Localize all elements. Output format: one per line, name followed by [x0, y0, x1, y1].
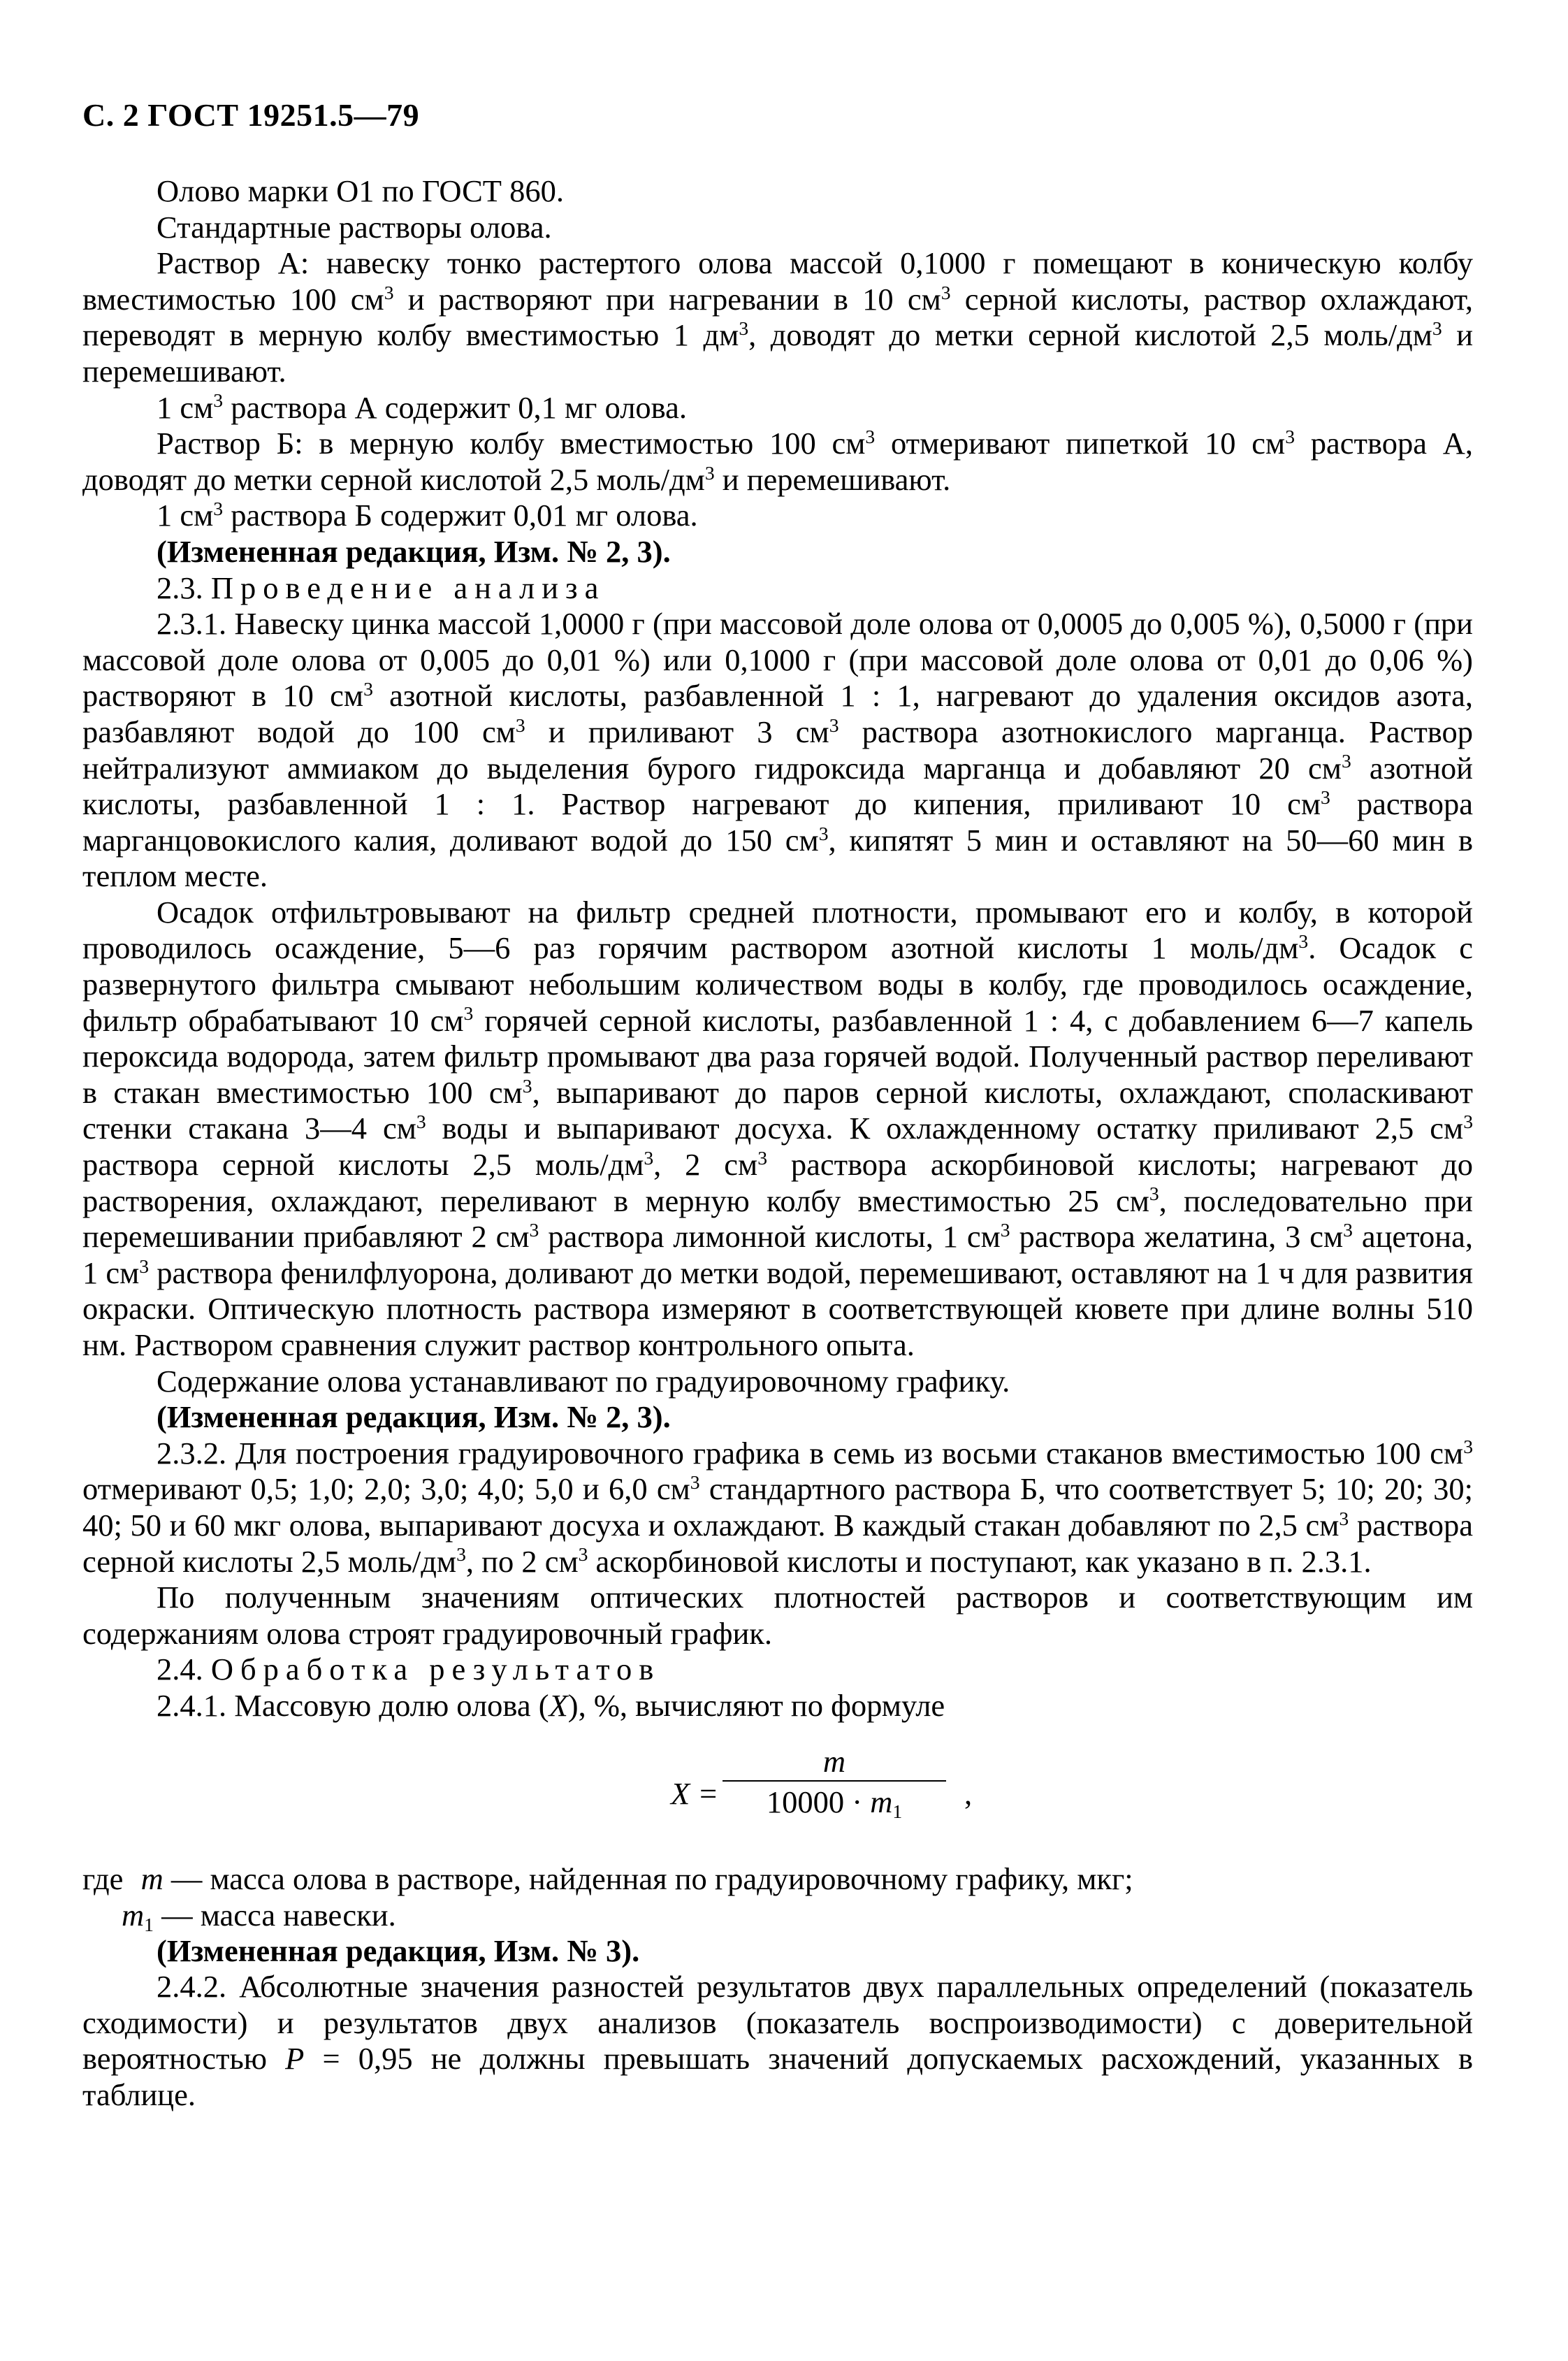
superscript: 3 [213, 389, 224, 412]
text: , выпаривают до паров серной кислоты, охлаждают, споласкивают стенки стакана 3—4 см [82, 1074, 1473, 1146]
amendment-note-2: (Измененная редакция, Изм. № 2, 3). [157, 1399, 671, 1435]
superscript: 3 [1432, 317, 1442, 340]
paragraph-solution-a-content [82, 390, 1473, 426]
section-heading-2-3 [82, 570, 1473, 607]
subscript: 1 [144, 1913, 154, 1935]
superscript: 3 [1339, 1507, 1349, 1529]
text: горячей серной кислоты, разбавленной 1 : 4, с добавлением 6—7 капель пероксида водорода, затем фильтр промывают два раза горячей водой. Полученный раствор переливают в стакан вместимостью 100 см [82, 1002, 1473, 1110]
formula-lhs: X = [671, 1775, 719, 1811]
text: , кипятят 5 мин и оставляют на 50—60 мин в теплом месте. [82, 822, 1473, 894]
superscript: 3 [1343, 1219, 1353, 1241]
definition-m1 [122, 1898, 396, 1934]
text: раствора аскорбиновой кислоты; нагревают до растворения, охлаждают, переливают в мерную колбу вместимостью 25 см [82, 1147, 1473, 1218]
variable: m [140, 1861, 164, 1896]
text: и растворяют при нагревании в 10 см [393, 281, 941, 317]
text: азотной кислоты, разбавленной 1 : 1. Раствор нагревают до кипения, приливают 10 см [82, 750, 1473, 822]
paragraph-2-4-2 [82, 1969, 1473, 2113]
text: воды и выпаривают досуха. К охлажденному остатку приливают 2,5 см [426, 1111, 1464, 1146]
text: раствора серной кислоты 2,5 моль/дм [82, 1507, 1473, 1579]
text: аскорбиновой кислоты и поступают, как указано в п. 2.3.1. [588, 1543, 1372, 1579]
superscript: 3 [139, 1255, 150, 1277]
definition-text: — масса олова в растворе, найденная по градуировочному графику, мкг; [170, 1861, 1133, 1896]
text: , по 2 см [465, 1543, 579, 1579]
superscript: 3 [690, 1471, 700, 1494]
text: 2.3.1. Навеску цинка массой 1,0000 г (при массовой доле олова от 0,0005 до 0,005 %), 0,5000 г (при массовой доле олова от 0,005 до 0,01 %) или 0,1000 г (при массовой доле олова от 0,01 до 0,06 %) растворяют в 10 см [82, 606, 1473, 714]
text: раствора марганцовокислого калия, доливают водой до 150 см [82, 786, 1473, 858]
text: раствора А содержит 0,1 мг олова. [223, 389, 687, 425]
where-lead: где [82, 1861, 124, 1896]
paragraph-2-3-2 [82, 1436, 1473, 1580]
superscript: 3 [704, 461, 715, 484]
superscript: 3 [384, 281, 394, 303]
text: 2.4.1. Массовую долю олова ( [157, 1687, 549, 1723]
amendment-note-3: (Измененная редакция, Изм. № 3). [157, 1933, 640, 1968]
superscript: 3 [1285, 425, 1295, 447]
section-number: 2.4. [157, 1652, 203, 1687]
paragraph-2-4-1 [82, 1688, 1473, 1724]
superscript: 3 [829, 714, 839, 736]
text: отмеривают 0,5; 1,0; 2,0; 3,0; 4,0; 5,0 и 6,0 см [82, 1471, 690, 1507]
superscript: 3 [363, 678, 373, 700]
superscript: 3 [515, 714, 525, 736]
text: раствора Б содержит 0,01 мг олова. [223, 498, 698, 533]
superscript: 3 [463, 1002, 474, 1025]
section-heading-2-4 [82, 1652, 1473, 1688]
variable: P [285, 2041, 305, 2077]
superscript: 3 [456, 1543, 466, 1566]
text: раствора лимонной кислоты, 1 см [539, 1219, 1001, 1255]
text: 1 см [157, 389, 214, 425]
text: Олово марки О1 по ГОСТ 860. [157, 173, 564, 208]
section-title: Проведение анализа [210, 570, 606, 605]
superscript: 3 [941, 281, 951, 303]
superscript: 3 [1341, 750, 1351, 772]
variable: X [549, 1687, 568, 1723]
text: , 2 см [653, 1147, 758, 1183]
superscript: 3 [818, 822, 829, 844]
superscript: 3 [1149, 1183, 1159, 1205]
document-body [82, 173, 1473, 2114]
superscript: 3 [1000, 1219, 1010, 1241]
text: Осадок отфильтровывают на фильтр средней плотности, промывают его и колбу, в которой проводилось осаждение, 5—6 раз горячим раствором азотной кислоты 1 моль/дм [82, 894, 1473, 966]
text: Раствор Б: в мерную колбу вместимостью 100 см [157, 426, 866, 461]
paragraph-precipitate [82, 895, 1473, 1364]
text: раствора желатина, 3 см [1010, 1219, 1344, 1255]
text: раствора серной кислоты 2,5 моль/дм [82, 1147, 644, 1183]
section-number: 2.3. [157, 570, 203, 605]
text: ацетона, 1 см [82, 1219, 1473, 1290]
paragraph-calibration: По полученным значениям оптических плотностей растворов и соответствующим им содержаниям олова строят градуировочный график. [82, 1580, 1473, 1651]
superscript: 3 [865, 425, 876, 447]
amendment-note-1: (Измененная редакция, Изм. № 2, 3). [157, 533, 671, 569]
paragraph-solution-a [82, 245, 1473, 389]
formula-comma: , [964, 1775, 973, 1811]
superscript: 3 [1463, 1111, 1473, 1133]
text: ), %, вычисляют по формуле [567, 1687, 945, 1723]
paragraph-tin-content: Содержание олова устанавливают по градуировочному графику. [157, 1363, 1010, 1399]
definition-text: — масса навески. [161, 1897, 396, 1933]
superscript: 3 [1298, 930, 1309, 953]
superscript: 3 [757, 1146, 768, 1169]
variable: m [122, 1897, 145, 1933]
text: 2.3.2. Для построения градуировочного графика в семь из восьми стаканов вместимостью 100 см [157, 1435, 1464, 1471]
text: , доводят до метки серной кислотой 2,5 моль/дм [748, 317, 1432, 353]
superscript: 3 [1321, 786, 1330, 808]
formula-fraction [723, 1743, 946, 1822]
superscript: 3 [578, 1543, 588, 1566]
paragraph-solution-b-content [82, 498, 1473, 534]
text: = 0,95 не должны превышать значений допускаемых расхождений, указанных в таблице. [82, 2041, 1473, 2112]
text: и перемешивают. [82, 317, 1474, 389]
text: Раствор А: навеску тонко растертого олова массой 0,1000 г помещают в коническую колбу вместимостью 100 см [82, 245, 1473, 317]
formula-denominator [723, 1784, 946, 1822]
text: , последовательно при перемешивании прибавляют 2 см [82, 1183, 1473, 1255]
text: 2.4.2. Абсолютные значения разностей результатов двух параллельных определений (показатель сходимости) и результатов двух анализов (показатель воспроизводимости) с доверительной вероятностью [82, 1969, 1473, 2077]
paragraph-solution-b [82, 426, 1473, 498]
text: азотной кислоты, разбавленной 1 : 1, нагревают до удаления оксидов азота, разбавляют водой до 100 см [82, 678, 1473, 749]
superscript: 3 [739, 317, 749, 340]
text: раствора А, доводят до метки серной кислотой 2,5 моль/дм [82, 426, 1473, 497]
text: 1 см [157, 498, 214, 533]
text: серной кислоты, раствор охлаждают, переводят в мерную колбу вместимостью 1 дм [82, 281, 1474, 353]
text: и перемешивают. [714, 461, 951, 497]
where-definitions [82, 1861, 1473, 1933]
page-header: С. 2 ГОСТ 19251.5—79 [82, 97, 420, 133]
paragraph-2-3-1 [82, 606, 1473, 895]
superscript: 3 [416, 1111, 426, 1133]
superscript: 3 [529, 1219, 539, 1241]
text: стандартного раствора Б, что соответствует 5; 10; 20; 30; 40; 50 и 60 мкг олова, выпаривают досуха и охлаждают. В каждый стакан добавляют по 2,5 см [82, 1471, 1473, 1543]
definition-m [82, 1861, 1133, 1898]
text: раствора азотнокислого марганца. Раствор нейтрализуют аммиаком до выделения бурого гидроксида марганца и добавляют 20 см [82, 714, 1473, 786]
variable: m [870, 1784, 893, 1819]
superscript: 3 [1463, 1435, 1473, 1457]
text: Стандартные растворы олова. [157, 209, 552, 245]
superscript: 3 [522, 1074, 532, 1097]
text: . Осадок с развернутого фильтра смывают небольшим количеством воды в колбу, где проводилось осаждение, фильтр обрабатывают 10 см [82, 930, 1473, 1038]
formula-numerator: m [822, 1743, 846, 1779]
subscript: 1 [892, 1800, 903, 1822]
text: и приливают 3 см [525, 714, 829, 749]
superscript: 3 [644, 1146, 654, 1169]
paragraph-tin-grade [82, 173, 1473, 210]
text: отмеривают пипеткой 10 см [875, 426, 1286, 461]
fraction-bar [723, 1780, 946, 1782]
superscript: 3 [213, 498, 224, 520]
section-title: Обработка результатов [210, 1652, 661, 1687]
formula [82, 1740, 1473, 1850]
text: 10000 · [766, 1784, 871, 1819]
text: раствора фенилфлуорона, доливают до метки водой, перемешивают, оставляют на 1 ч для развития окраски. Оптическую плотность раствора измеряют в соответствующей кювете при длине волны 510 нм. Раствором сравнения служит раствор контрольного опыта. [82, 1255, 1473, 1362]
paragraph-standard-solutions [82, 210, 1473, 246]
